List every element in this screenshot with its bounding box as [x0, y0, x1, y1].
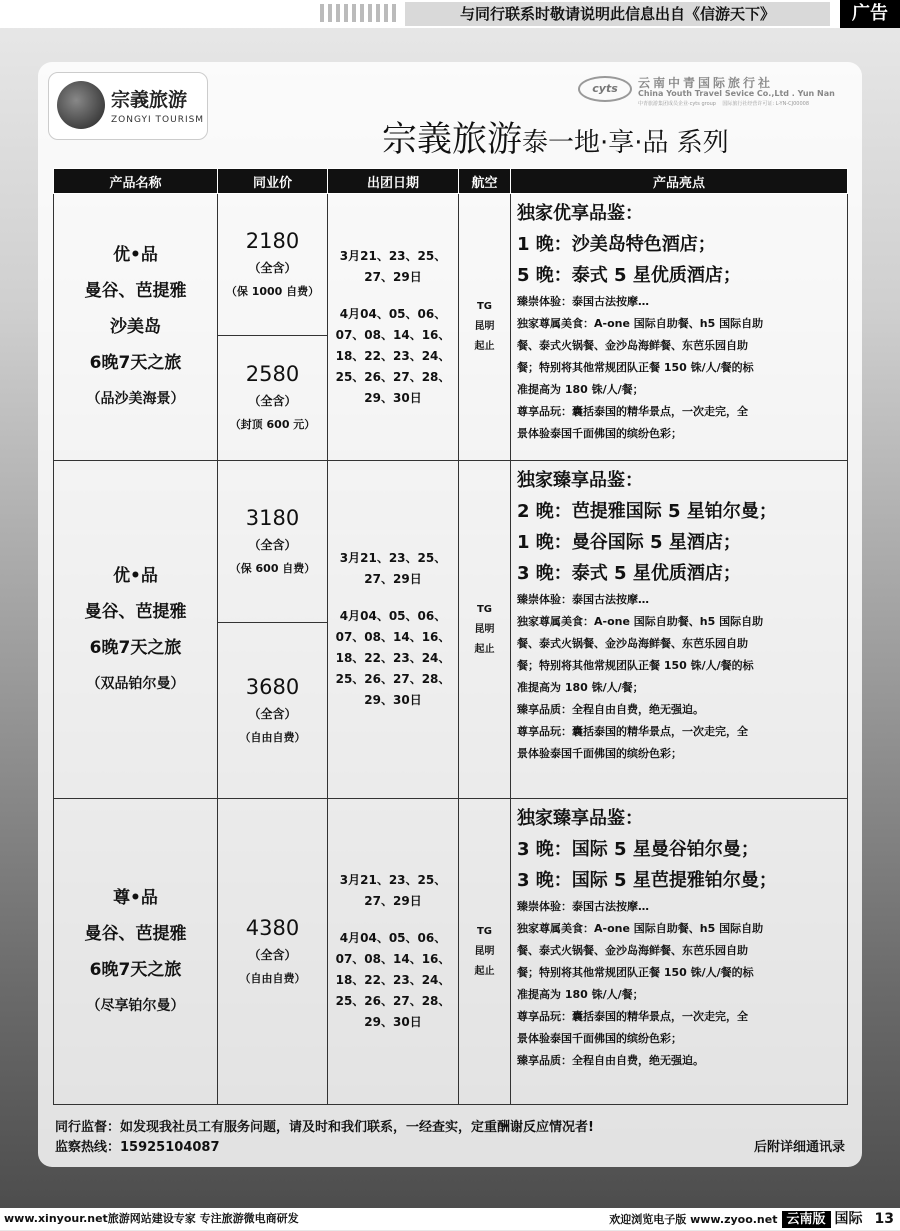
highlight-detail: 臻享品质：全程自由自费，绝无强迫。	[517, 703, 704, 716]
col-header-name: 产品名称	[54, 169, 218, 194]
col-header-price: 同业价	[218, 169, 328, 194]
date-line: 27、29日	[364, 269, 422, 284]
highlight-detail: 臻崇体验：泰国古法按摩…	[517, 295, 649, 308]
airline-line: 起止	[474, 643, 495, 655]
price-cell	[218, 336, 328, 461]
highlight-line: 独家优享品鉴：	[517, 203, 643, 224]
date-line: 07、08、14、16、	[335, 952, 451, 966]
logo-name: 宗義旅游	[111, 89, 188, 111]
page-number: 13	[874, 1211, 894, 1227]
company-name-en: China Youth Travel Sevice Co.,Ltd . Yun Nan	[638, 89, 835, 98]
highlight-detail: 独家尊属美食：A-one 国际自助餐、h5 国际自助	[517, 922, 764, 935]
date-line: 27、29日	[364, 894, 422, 908]
price-extra: （自由自费）	[239, 971, 306, 985]
product-name-cell	[54, 799, 218, 1105]
top-banner	[0, 0, 900, 28]
highlight-detail: 餐、泰式火锅餐、金沙岛海鲜餐、东芭乐园自助	[517, 944, 748, 957]
price-extra: （保 1000 自费）	[225, 284, 320, 298]
date-line: 3月21、23、25、	[339, 873, 447, 887]
highlight-detail: 臻崇体验：泰国古法按摩…	[517, 900, 649, 913]
price-included: （全含）	[248, 947, 297, 962]
price-cell	[218, 461, 328, 623]
col-header-dates: 出团日期	[328, 169, 459, 194]
date-line: 07、08、14、16、	[335, 327, 451, 342]
airline-line: TG	[476, 301, 493, 312]
product-note: （双品铂尔曼）	[86, 675, 185, 692]
highlight-detail: 臻享品质：全程自由自费，绝无强迫。	[517, 1054, 704, 1067]
table-row	[54, 461, 848, 623]
table-header-row	[54, 169, 848, 194]
highlights-cell	[511, 799, 848, 1105]
product-note: （品沙美海景）	[86, 391, 185, 407]
table-row	[54, 194, 848, 336]
highlight-line: 独家臻享品鉴：	[517, 470, 643, 491]
supervision-text: 同行监督：如发现我社员工有服务问题，请及时和我们联系，一经查实，定重酬谢反应情况者!	[55, 1120, 594, 1135]
highlight-detail: 景体验泰国千面佛国的缤纷色彩；	[517, 747, 682, 760]
welcome-text: 欢迎浏览电子版 www.zyoo.net	[609, 1213, 778, 1226]
title-brand: 宗義旅游	[382, 120, 523, 160]
airline-line: 昆明	[474, 945, 495, 957]
date-line: 4月04、05、06、	[339, 609, 447, 623]
price-included: （全含）	[248, 706, 297, 721]
airline-cell	[459, 799, 511, 1105]
highlight-line: 3 晚：国际 5 星曼谷铂尔曼；	[517, 839, 759, 860]
price-included: （全含）	[248, 260, 297, 275]
airline-cell	[459, 194, 511, 461]
page-title	[382, 112, 729, 162]
highlight-detail: 餐；特别将其他常规团队正餐 150 铢/人/餐的标	[517, 659, 754, 672]
date-line: 18、22、23、24、	[335, 348, 451, 363]
company-license: 国际旅行社经营许可证: L-YN-CJ00008	[722, 101, 809, 107]
date-line: 18、22、23、24、	[335, 651, 451, 665]
highlight-detail: 尊享品玩：囊括泰国的精华景点，一次走完，全	[517, 405, 748, 418]
price-value: 2580	[245, 362, 300, 386]
date-line: 07、08、14、16、	[335, 630, 451, 644]
highlight-detail: 准提高为 180 铢/人/餐；	[517, 681, 644, 694]
date-line: 29、30日	[364, 390, 422, 405]
price-included: （全含）	[248, 394, 297, 408]
highlight-detail: 独家尊属美食：A-one 国际自助餐、h5 国际自助	[517, 317, 764, 330]
date-line: 29、30日	[364, 1015, 422, 1029]
airline-line: TG	[476, 603, 493, 615]
highlight-line: 3 晚：泰式 5 星优质酒店；	[517, 563, 741, 584]
bottom-bar	[0, 1208, 900, 1230]
source-notice: 与同行联系时敬请说明此信息出自《信游天下》	[405, 2, 830, 26]
hotline: 监察热线：15925104087	[55, 1140, 220, 1155]
date-line: 25、26、27、28、	[335, 994, 451, 1008]
price-cell	[218, 194, 328, 336]
highlight-detail: 餐；特别将其他常规团队正餐 150 铢/人/餐的标	[517, 966, 754, 979]
date-line: 3月21、23、25、	[339, 551, 447, 565]
product-line: 6晚7天之旅	[89, 637, 182, 658]
highlight-line: 2 晚：芭提雅国际 5 星铂尔曼；	[517, 501, 777, 522]
product-line: 曼谷、芭提雅	[84, 601, 187, 622]
price-cell	[218, 799, 328, 1105]
product-note: （尽享铂尔曼）	[86, 997, 185, 1014]
product-line: 优•品	[113, 245, 158, 265]
price-value: 3180	[245, 505, 300, 530]
company-name-cn: 云南中青国际旅行社	[638, 76, 774, 90]
section-label: 国际	[834, 1211, 863, 1227]
website-ad: www.xinyour.net旅游网站建设专家 专注旅游微电商研发	[4, 1212, 299, 1225]
highlight-detail: 景体验泰国千面佛国的缤纷色彩；	[517, 427, 682, 440]
col-header-highlights: 产品亮点	[511, 169, 848, 194]
highlight-detail: 臻崇体验：泰国古法按摩…	[517, 593, 649, 606]
company-block	[578, 74, 858, 108]
supervision-note	[55, 1118, 845, 1164]
highlights-cell	[511, 194, 848, 461]
highlight-line: 1 晚：曼谷国际 5 星酒店；	[517, 532, 741, 553]
airline-line: TG	[476, 925, 493, 937]
edition-tag: 云南版	[782, 1211, 831, 1228]
airline-line: 起止	[474, 965, 495, 977]
footprint-logo-icon	[57, 81, 105, 129]
product-table	[53, 168, 848, 1105]
product-line: 6晚7天之旅	[89, 959, 182, 980]
highlight-line: 3 晚：国际 5 星芭提雅铂尔曼；	[517, 870, 777, 891]
product-name-cell	[54, 461, 218, 799]
date-line: 25、26、27、28、	[335, 369, 451, 384]
company-group: 中青旅游集团成员企业·cyts group	[638, 101, 716, 107]
date-line: 4月04、05、06、	[339, 931, 447, 945]
highlight-line: 独家臻享品鉴：	[517, 808, 643, 829]
dates-cell	[328, 799, 459, 1105]
product-line: 曼谷、芭提雅	[84, 281, 187, 301]
highlight-detail: 餐；特别将其他常规团队正餐 150 铢/人/餐的标	[517, 361, 754, 374]
date-line: 25、26、27、28、	[335, 672, 451, 686]
product-name-cell	[54, 194, 218, 461]
product-line: 沙美岛	[110, 317, 161, 337]
airline-line: 昆明	[474, 623, 495, 635]
highlight-detail: 准提高为 180 铢/人/餐；	[517, 383, 644, 396]
col-header-airline: 航空	[459, 169, 511, 194]
date-line: 4月04、05、06、	[339, 306, 447, 321]
cyts-logo-icon: cyts	[578, 76, 632, 102]
title-series: 泰一地·享·品 系列	[522, 128, 729, 158]
decorative-stripe	[320, 4, 400, 22]
highlight-detail: 尊享品玩：囊括泰国的精华景点，一次走完，全	[517, 725, 748, 738]
price-extra: （自由自费）	[239, 730, 306, 744]
table-row	[54, 799, 848, 1105]
highlight-detail: 餐、泰式火锅餐、金沙岛海鲜餐、东芭乐园自助	[517, 637, 748, 650]
date-line: 29、30日	[364, 693, 422, 707]
airline-line: 起止	[474, 341, 495, 352]
airline-line: 昆明	[474, 321, 495, 332]
price-included: （全含）	[248, 537, 297, 552]
highlights-cell	[511, 461, 848, 799]
price-extra: （保 600 自费）	[229, 561, 316, 575]
date-line: 3月21、23、25、	[339, 248, 447, 263]
highlight-line: 1 晚：沙美岛特色酒店；	[517, 234, 716, 255]
product-line: 尊•品	[113, 887, 158, 908]
dates-cell	[328, 194, 459, 461]
highlight-detail: 尊享品玩：囊括泰国的精华景点，一次走完，全	[517, 1010, 748, 1023]
ad-tag: 广告	[840, 0, 900, 28]
product-line: 优•品	[113, 565, 158, 586]
airline-cell	[459, 461, 511, 799]
dates-cell	[328, 461, 459, 799]
price-value: 4380	[245, 915, 300, 940]
price-extra: （封顶 600 元）	[229, 418, 316, 431]
brand-logo	[48, 72, 208, 140]
product-line: 曼谷、芭提雅	[84, 923, 187, 944]
company-fine-print	[638, 100, 809, 107]
price-cell	[218, 623, 328, 799]
highlight-detail: 景体验泰国千面佛国的缤纷色彩；	[517, 1032, 682, 1045]
price-value: 2180	[245, 228, 300, 253]
directory-note: 后附详细通讯录	[753, 1140, 845, 1155]
product-line: 6晚7天之旅	[89, 353, 182, 373]
price-value: 3680	[245, 674, 300, 699]
highlight-line: 5 晚：泰式 5 星优质酒店；	[517, 265, 741, 286]
highlight-detail: 准提高为 180 铢/人/餐；	[517, 988, 644, 1001]
highlight-detail: 独家尊属美食：A-one 国际自助餐、h5 国际自助	[517, 615, 764, 628]
highlight-detail: 餐、泰式火锅餐、金沙岛海鲜餐、东芭乐园自助	[517, 339, 748, 352]
logo-english: ZONGYI TOURISM	[111, 115, 205, 125]
date-line: 27、29日	[364, 572, 422, 586]
date-line: 18、22、23、24、	[335, 973, 451, 987]
